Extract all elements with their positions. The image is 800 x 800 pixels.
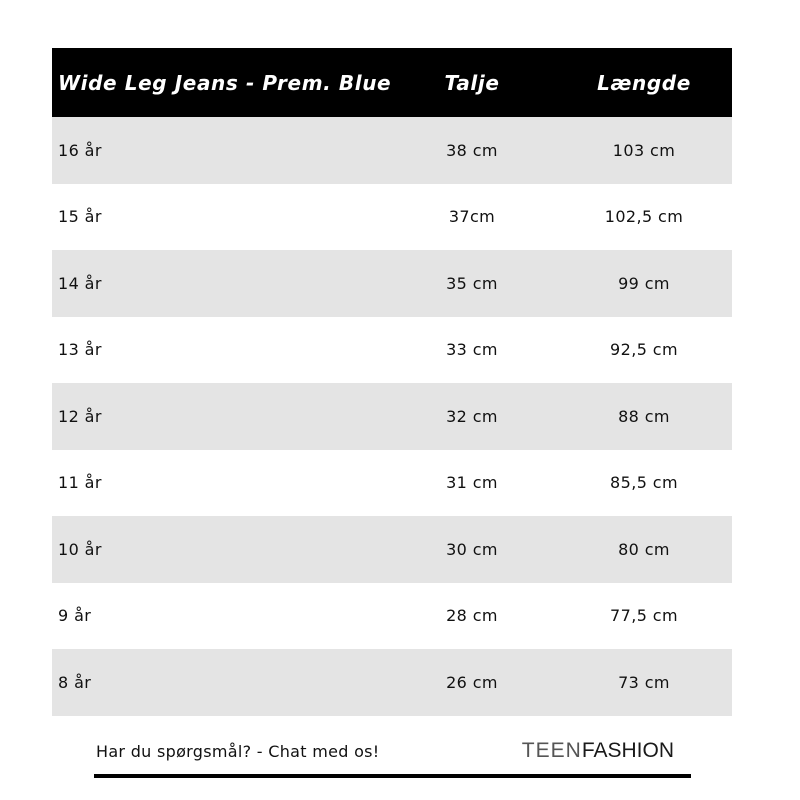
footer-divider (94, 774, 691, 778)
row-length: 80 cm (618, 539, 670, 559)
table-row (52, 383, 732, 450)
footer (96, 734, 690, 768)
row-waist: 32 cm (446, 406, 498, 426)
row-waist: 38 cm (446, 140, 498, 160)
logo-part-teen: TEEN (521, 739, 582, 762)
row-length: 99 cm (618, 273, 670, 293)
table-row (52, 117, 732, 184)
row-length: 77,5 cm (610, 606, 678, 626)
table-row (52, 583, 732, 650)
row-size: 10 år (58, 539, 102, 559)
header-product-name: Wide Leg Jeans - Prem. Blue (58, 70, 392, 95)
row-size: 14 år (58, 273, 102, 293)
row-size: 12 år (58, 406, 102, 426)
row-length: 102,5 cm (604, 207, 684, 227)
row-length: 85,5 cm (610, 473, 678, 493)
row-length: 88 cm (618, 406, 670, 426)
row-size: 11 år (58, 473, 102, 493)
logo-part-fashion: FASHION (581, 739, 674, 762)
row-length: 92,5 cm (610, 340, 678, 360)
chat-prompt-text[interactable]: Har du spørgsmål? - Chat med os! (96, 741, 380, 761)
row-size: 16 år (58, 140, 102, 160)
table-row (52, 516, 732, 583)
row-length: 103 cm (612, 140, 676, 160)
table-row (52, 317, 732, 384)
row-length: 73 cm (618, 672, 670, 692)
row-waist: 37cm (448, 207, 496, 227)
table-row (52, 450, 732, 517)
row-size: 9 år (58, 606, 92, 626)
row-size: 15 år (58, 207, 102, 227)
table-row (52, 649, 732, 716)
row-waist: 26 cm (446, 672, 498, 692)
row-size: 8 år (58, 672, 92, 692)
teenfashion-logo (522, 739, 674, 763)
row-waist: 35 cm (446, 273, 498, 293)
row-waist: 31 cm (446, 473, 498, 493)
table-row (52, 250, 732, 317)
row-waist: 30 cm (446, 539, 498, 559)
table-header-row (52, 48, 732, 117)
row-size: 13 år (58, 340, 102, 360)
row-waist: 28 cm (446, 606, 498, 626)
table-row (52, 184, 732, 251)
header-length: Længde (597, 70, 691, 95)
size-chart-table (52, 48, 732, 716)
row-waist: 33 cm (446, 340, 498, 360)
header-waist: Talje (444, 70, 500, 95)
